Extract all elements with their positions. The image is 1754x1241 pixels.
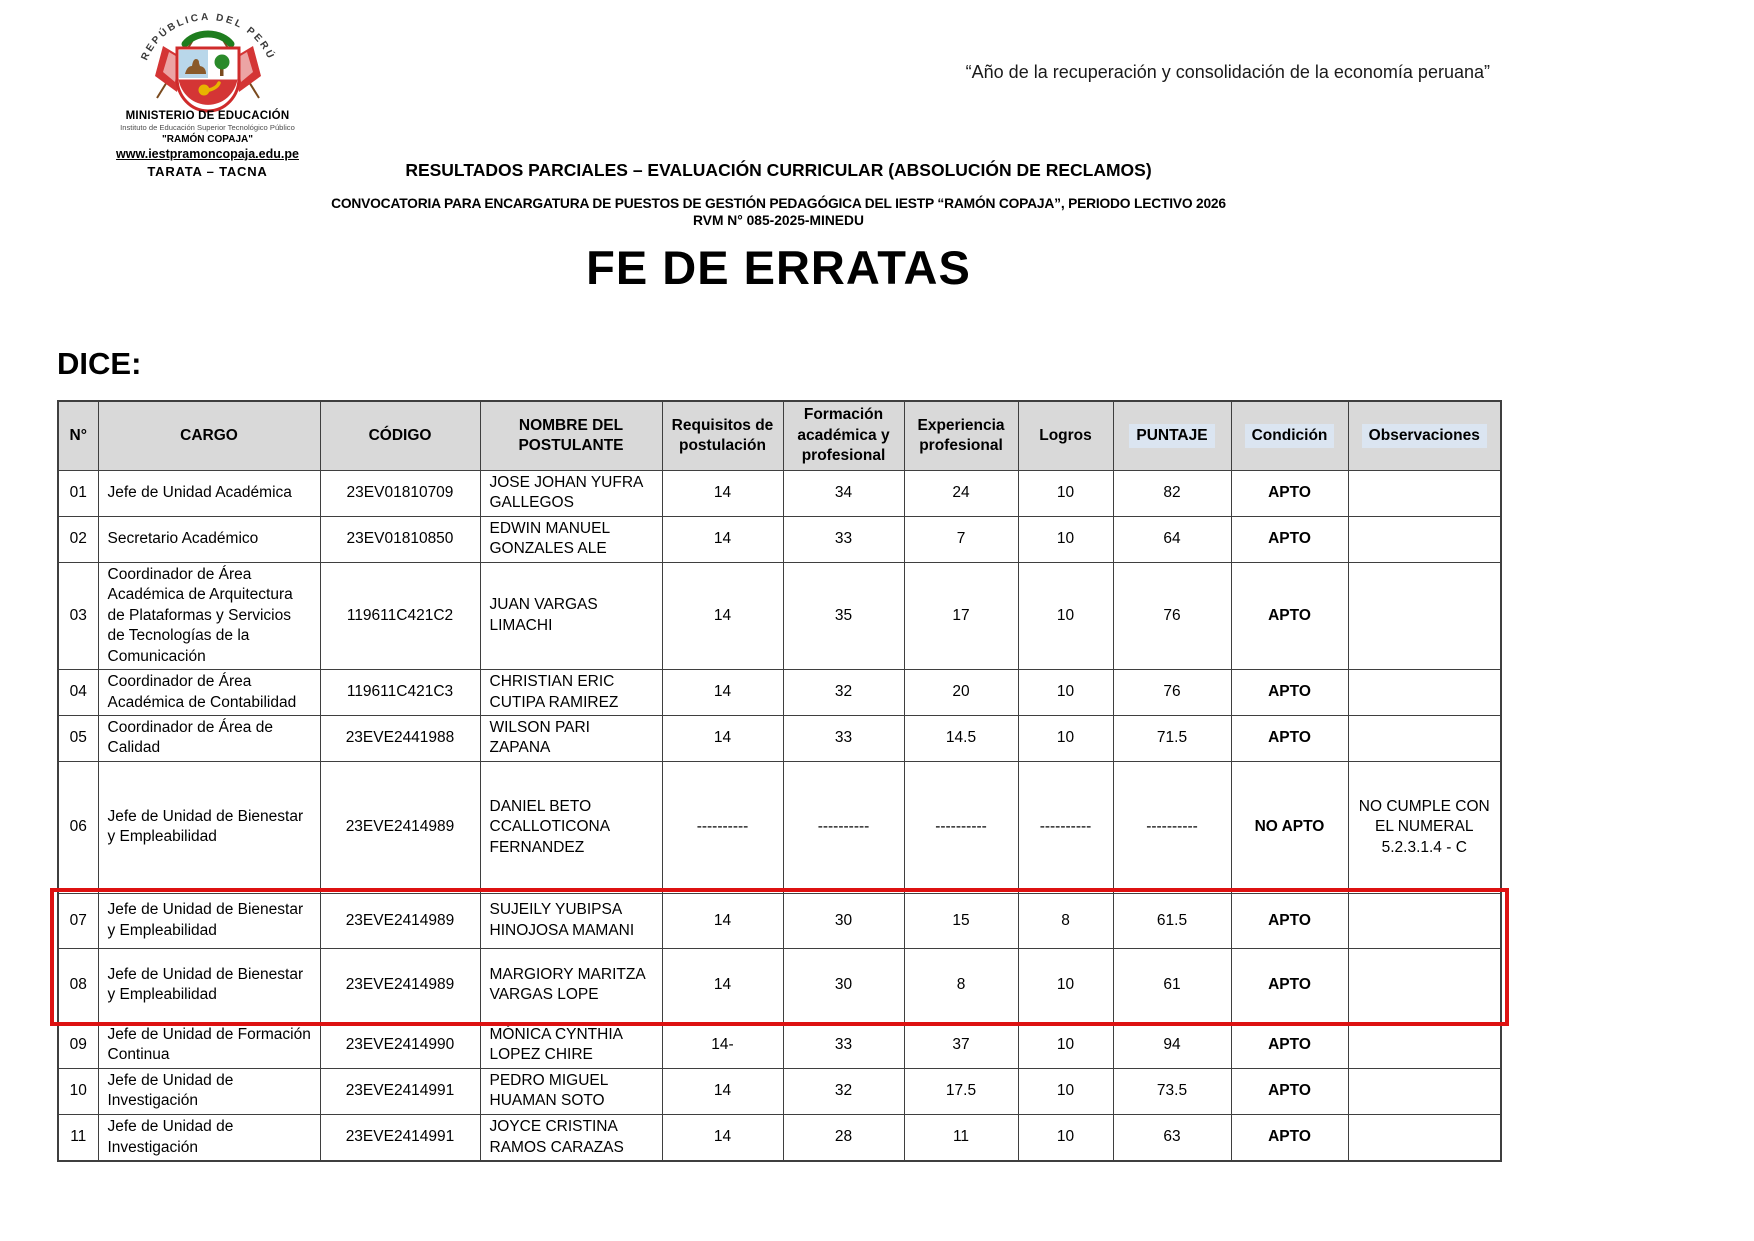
cell-cargo: Jefe de Unidad de Formación Continua xyxy=(98,1022,320,1068)
column-header-n: N° xyxy=(58,401,98,471)
cell-n: 09 xyxy=(58,1022,98,1068)
cell-formacion: 34 xyxy=(783,471,904,517)
cell-formacion: 28 xyxy=(783,1114,904,1161)
cell-condicion: APTO xyxy=(1231,1114,1348,1161)
cell-logros: 10 xyxy=(1018,1068,1113,1114)
dice-label: DICE: xyxy=(57,346,142,381)
cell-logros: 10 xyxy=(1018,1114,1113,1161)
cell-codigo: 23EVE2414991 xyxy=(320,1114,480,1161)
cell-formacion: 30 xyxy=(783,948,904,1022)
cell-observaciones xyxy=(1348,562,1501,669)
table-row-03 xyxy=(58,562,1501,669)
cell-cargo: Secretario Académico xyxy=(98,516,320,562)
header-label-highlight: PUNTAJE xyxy=(1129,424,1214,448)
cell-codigo: 23EVE2414990 xyxy=(320,1022,480,1068)
year-motto: “Año de la recuperación y consolidación de la economía peruana” xyxy=(965,62,1490,82)
cell-codigo: 23EVE2414989 xyxy=(320,893,480,948)
cell-logros: 10 xyxy=(1018,948,1113,1022)
cell-requisitos: 14 xyxy=(662,670,783,716)
document-content xyxy=(57,0,1500,1241)
cell-codigo: 23EVE2441988 xyxy=(320,715,480,761)
cell-requisitos: 14 xyxy=(662,715,783,761)
table-row-08 xyxy=(58,948,1501,1022)
cell-cargo: Jefe de Unidad Académica xyxy=(98,471,320,517)
column-header-requisitos: Requisitos de postulación xyxy=(662,401,783,471)
cell-condicion: APTO xyxy=(1231,562,1348,669)
cell-logros: 10 xyxy=(1018,471,1113,517)
cell-n: 11 xyxy=(58,1114,98,1161)
cell-n: 06 xyxy=(58,761,98,893)
cell-nombre: DANIEL BETO CCALLOTICONA FERNANDEZ xyxy=(480,761,662,893)
cell-nombre: PEDRO MIGUEL HUAMAN SOTO xyxy=(480,1068,662,1114)
cell-condicion: APTO xyxy=(1231,893,1348,948)
cell-condicion: APTO xyxy=(1231,1068,1348,1114)
cell-n: 01 xyxy=(58,471,98,517)
cell-condicion: APTO xyxy=(1231,1022,1348,1068)
cell-logros: ---------- xyxy=(1018,761,1113,893)
cell-codigo: 23EVE2414989 xyxy=(320,948,480,1022)
cell-experiencia: 37 xyxy=(904,1022,1018,1068)
cell-observaciones xyxy=(1348,1114,1501,1161)
cell-puntaje: 71.5 xyxy=(1113,715,1231,761)
cell-condicion: APTO xyxy=(1231,471,1348,517)
cell-requisitos: 14 xyxy=(662,471,783,517)
cell-n: 07 xyxy=(58,893,98,948)
cell-n: 02 xyxy=(58,516,98,562)
table-header-row xyxy=(58,401,1501,471)
cell-cargo: Jefe de Unidad de Bienestar y Empleabilidad xyxy=(98,948,320,1022)
convocatoria-subtitle: CONVOCATORIA PARA ENCARGATURA DE PUESTOS DE GESTIÓN PEDAGÓGICA DEL IESTP “RAMÓN COPAJA”, PERIODO LECTIVO 2026 xyxy=(331,196,1226,211)
cell-cargo: Jefe de Unidad de Bienestar y Empleabilidad xyxy=(98,893,320,948)
cell-puntaje: 63 xyxy=(1113,1114,1231,1161)
table-row-09 xyxy=(58,1022,1501,1068)
cell-condicion: APTO xyxy=(1231,715,1348,761)
cell-observaciones xyxy=(1348,948,1501,1022)
cell-formacion: 32 xyxy=(783,670,904,716)
cell-nombre: MÓNICA CYNTHIA LOPEZ CHIRE xyxy=(480,1022,662,1068)
header-label-highlight: Observaciones xyxy=(1362,424,1487,448)
column-header-puntaje xyxy=(1113,401,1231,471)
cell-cargo: Coordinador de Área Académica de Arquitectura de Plataformas y Servicios de Tecnologías de la Comunicación xyxy=(98,562,320,669)
cell-experiencia: 7 xyxy=(904,516,1018,562)
cell-nombre: CHRISTIAN ERIC CUTIPA RAMIREZ xyxy=(480,670,662,716)
cell-puntaje: 64 xyxy=(1113,516,1231,562)
cell-observaciones xyxy=(1348,1022,1501,1068)
institute-type: Instituto de Educación Superior Tecnológico Público xyxy=(120,123,295,133)
column-header-condicion xyxy=(1231,401,1348,471)
cell-condicion: APTO xyxy=(1231,948,1348,1022)
column-header-formacion: Formación académica y profesional xyxy=(783,401,904,471)
cell-logros: 10 xyxy=(1018,670,1113,716)
cell-experiencia: 15 xyxy=(904,893,1018,948)
cell-logros: 10 xyxy=(1018,516,1113,562)
cell-observaciones: NO CUMPLE CON EL NUMERAL 5.2.3.1.4 - C xyxy=(1348,761,1501,893)
arc-text: REPÚBLICA DEL PERÚ xyxy=(138,11,277,63)
cell-logros: 10 xyxy=(1018,715,1113,761)
cell-puntaje: 94 xyxy=(1113,1022,1231,1068)
header-label-highlight: Condición xyxy=(1245,424,1335,448)
cell-codigo: 119611C421C2 xyxy=(320,562,480,669)
cell-formacion: 30 xyxy=(783,893,904,948)
errata-heading: FE DE ERRATAS xyxy=(586,241,971,294)
table-row-02 xyxy=(58,516,1501,562)
table-row-05 xyxy=(58,715,1501,761)
cell-cargo: Jefe de Unidad de Investigación xyxy=(98,1114,320,1161)
institute-website: www.iestpramoncopaja.edu.pe xyxy=(116,147,299,162)
cell-codigo: 119611C421C3 xyxy=(320,670,480,716)
cell-requisitos: 14 xyxy=(662,516,783,562)
column-header-codigo: CÓDIGO xyxy=(320,401,480,471)
cell-nombre: EDWIN MANUEL GONZALES ALE xyxy=(480,516,662,562)
cell-nombre: WILSON PARI ZAPANA xyxy=(480,715,662,761)
cell-nombre: JOSE JOHAN YUFRA GALLEGOS xyxy=(480,471,662,517)
column-header-experiencia: Experiencia profesional xyxy=(904,401,1018,471)
cell-puntaje: 82 xyxy=(1113,471,1231,517)
cell-requisitos: 14- xyxy=(662,1022,783,1068)
results-table xyxy=(57,400,1502,1162)
table-row-10 xyxy=(58,1068,1501,1114)
cell-puntaje: ---------- xyxy=(1113,761,1231,893)
cell-observaciones xyxy=(1348,670,1501,716)
table-row-11 xyxy=(58,1114,1501,1161)
cell-codigo: 23EVE2414989 xyxy=(320,761,480,893)
cell-requisitos: 14 xyxy=(662,1114,783,1161)
cell-n: 05 xyxy=(58,715,98,761)
cell-condicion: NO APTO xyxy=(1231,761,1348,893)
cell-puntaje: 73.5 xyxy=(1113,1068,1231,1114)
cell-cargo: Coordinador de Área de Calidad xyxy=(98,715,320,761)
cell-codigo: 23EV01810850 xyxy=(320,516,480,562)
table-row-04 xyxy=(58,670,1501,716)
cell-puntaje: 61.5 xyxy=(1113,893,1231,948)
cell-experiencia: 14.5 xyxy=(904,715,1018,761)
cell-condicion: APTO xyxy=(1231,516,1348,562)
cell-puntaje: 76 xyxy=(1113,670,1231,716)
column-header-nombre: NOMBRE DEL POSTULANTE xyxy=(480,401,662,471)
column-header-cargo: CARGO xyxy=(98,401,320,471)
cell-experiencia: 11 xyxy=(904,1114,1018,1161)
cell-codigo: 23EV01810709 xyxy=(320,471,480,517)
cell-experiencia: ---------- xyxy=(904,761,1018,893)
table-row-07 xyxy=(58,893,1501,948)
cell-formacion: 33 xyxy=(783,715,904,761)
cell-observaciones xyxy=(1348,715,1501,761)
column-header-observaciones xyxy=(1348,401,1501,471)
cell-nombre: MARGIORY MARITZA VARGAS LOPE xyxy=(480,948,662,1022)
cell-n: 04 xyxy=(58,670,98,716)
cell-cargo: Jefe de Unidad de Bienestar y Empleabilidad xyxy=(98,761,320,893)
cell-requisitos: ---------- xyxy=(662,761,783,893)
cell-formacion: 35 xyxy=(783,562,904,669)
cell-experiencia: 8 xyxy=(904,948,1018,1022)
cell-experiencia: 24 xyxy=(904,471,1018,517)
cell-formacion: ---------- xyxy=(783,761,904,893)
cell-requisitos: 14 xyxy=(662,1068,783,1114)
cell-n: 03 xyxy=(58,562,98,669)
table-row-06 xyxy=(58,761,1501,893)
cell-requisitos: 14 xyxy=(662,562,783,669)
cell-observaciones xyxy=(1348,516,1501,562)
column-header-logros: Logros xyxy=(1018,401,1113,471)
cell-observaciones xyxy=(1348,471,1501,517)
cell-experiencia: 17.5 xyxy=(904,1068,1018,1114)
cell-formacion: 33 xyxy=(783,516,904,562)
ministry-name: MINISTERIO DE EDUCACIÓN xyxy=(125,110,290,122)
cell-cargo: Jefe de Unidad de Investigación xyxy=(98,1068,320,1114)
cell-logros: 10 xyxy=(1018,562,1113,669)
cell-nombre: JUAN VARGAS LIMACHI xyxy=(480,562,662,669)
cell-requisitos: 14 xyxy=(662,948,783,1022)
cell-puntaje: 61 xyxy=(1113,948,1231,1022)
cell-observaciones xyxy=(1348,1068,1501,1114)
cell-puntaje: 76 xyxy=(1113,562,1231,669)
cell-logros: 10 xyxy=(1018,1022,1113,1068)
cell-nombre: JOYCE CRISTINA RAMOS CARAZAS xyxy=(480,1114,662,1161)
cell-cargo: Coordinador de Área Académica de Contabilidad xyxy=(98,670,320,716)
cell-experiencia: 17 xyxy=(904,562,1018,669)
cell-n: 10 xyxy=(58,1068,98,1114)
cell-requisitos: 14 xyxy=(662,893,783,948)
rvm-reference: RVM N° 085-2025-MINEDU xyxy=(693,213,864,228)
cell-nombre: SUJEILY YUBIPSA HINOJOSA MAMANI xyxy=(480,893,662,948)
cell-condicion: APTO xyxy=(1231,670,1348,716)
cell-codigo: 23EVE2414991 xyxy=(320,1068,480,1114)
cell-formacion: 32 xyxy=(783,1068,904,1114)
table-row-01 xyxy=(58,471,1501,517)
cell-observaciones xyxy=(1348,893,1501,948)
institute-location: TARATA – TACNA xyxy=(147,163,268,179)
cell-formacion: 33 xyxy=(783,1022,904,1068)
cell-n: 08 xyxy=(58,948,98,1022)
document-title: RESULTADOS PARCIALES – EVALUACIÓN CURRICULAR (ABSOLUCIÓN DE RECLAMOS) xyxy=(405,160,1152,180)
institute-name: "RAMÓN COPAJA" xyxy=(162,133,253,145)
cell-experiencia: 20 xyxy=(904,670,1018,716)
cell-logros: 8 xyxy=(1018,893,1113,948)
